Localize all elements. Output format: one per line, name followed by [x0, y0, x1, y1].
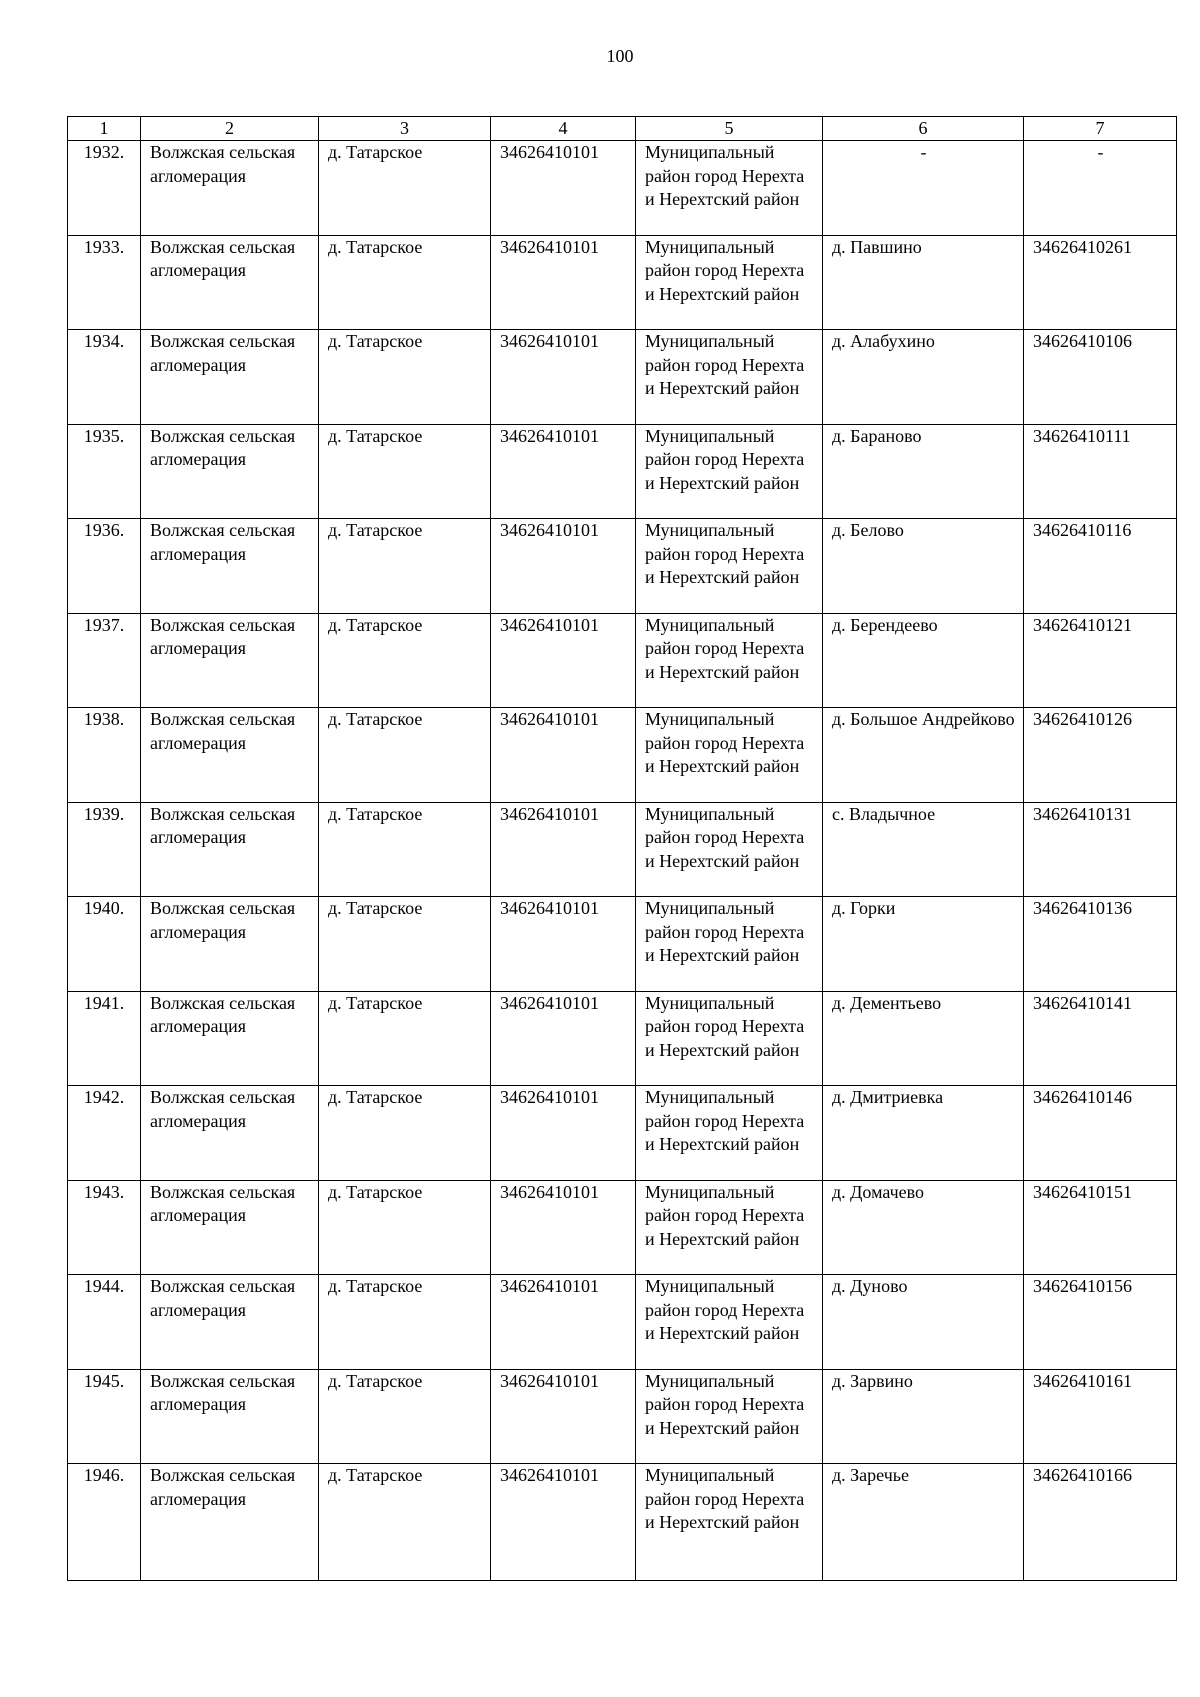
settlement-code-cell: 34626410106 [1024, 330, 1177, 425]
table-row [68, 141, 1177, 236]
column-header: 5 [636, 117, 823, 141]
settlement-cell: д. Павшино [823, 235, 1024, 330]
table-row [68, 708, 1177, 803]
row-number: 1932. [68, 141, 141, 236]
agglomeration-cell: Волжская сельская агломерация [141, 519, 319, 614]
municipality-cell: Муниципальный район город Нерехта и Нерехтский район [636, 991, 823, 1086]
column-header: 7 [1024, 117, 1177, 141]
municipality-cell: Муниципальный район город Нерехта и Нерехтский район [636, 1086, 823, 1181]
column-header: 3 [319, 117, 491, 141]
row-number: 1940. [68, 897, 141, 992]
center-cell: д. Татарское [319, 1180, 491, 1275]
center-cell: д. Татарское [319, 235, 491, 330]
row-number: 1942. [68, 1086, 141, 1181]
center-code-cell: 34626410101 [491, 1369, 636, 1464]
table-row [68, 1464, 1177, 1581]
center-code-cell: 34626410101 [491, 519, 636, 614]
row-number: 1945. [68, 1369, 141, 1464]
center-code-cell: 34626410101 [491, 802, 636, 897]
settlement-cell: д. Дуново [823, 1275, 1024, 1370]
center-cell: д. Татарское [319, 141, 491, 236]
center-cell: д. Татарское [319, 802, 491, 897]
row-number: 1941. [68, 991, 141, 1086]
agglomeration-cell: Волжская сельская агломерация [141, 802, 319, 897]
agglomeration-cell: Волжская сельская агломерация [141, 1086, 319, 1181]
settlement-cell: д. Зарвино [823, 1369, 1024, 1464]
settlement-cell: д. Дементьево [823, 991, 1024, 1086]
municipality-cell: Муниципальный район город Нерехта и Нерехтский район [636, 141, 823, 236]
center-code-cell: 34626410101 [491, 235, 636, 330]
table-row [68, 1369, 1177, 1464]
center-code-cell: 34626410101 [491, 613, 636, 708]
agglomeration-cell: Волжская сельская агломерация [141, 708, 319, 803]
row-number: 1935. [68, 424, 141, 519]
table-row [68, 613, 1177, 708]
municipality-cell: Муниципальный район город Нерехта и Нерехтский район [636, 1464, 823, 1581]
municipality-cell: Муниципальный район город Нерехта и Нерехтский район [636, 424, 823, 519]
table-row [68, 897, 1177, 992]
settlement-code-cell: - [1024, 141, 1177, 236]
table-row [68, 1180, 1177, 1275]
municipality-cell: Муниципальный район город Нерехта и Нерехтский район [636, 1369, 823, 1464]
municipality-cell: Муниципальный район город Нерехта и Нерехтский район [636, 1180, 823, 1275]
row-number: 1946. [68, 1464, 141, 1581]
municipality-cell: Муниципальный район город Нерехта и Нерехтский район [636, 330, 823, 425]
municipality-cell: Муниципальный район город Нерехта и Нерехтский район [636, 613, 823, 708]
agglomeration-cell: Волжская сельская агломерация [141, 424, 319, 519]
settlement-code-cell: 34626410146 [1024, 1086, 1177, 1181]
settlement-cell: д. Горки [823, 897, 1024, 992]
row-number: 1944. [68, 1275, 141, 1370]
center-code-cell: 34626410101 [491, 1464, 636, 1581]
table-row [68, 802, 1177, 897]
agglomeration-cell: Волжская сельская агломерация [141, 235, 319, 330]
agglomeration-cell: Волжская сельская агломерация [141, 330, 319, 425]
center-code-cell: 34626410101 [491, 991, 636, 1086]
row-number: 1933. [68, 235, 141, 330]
center-code-cell: 34626410101 [491, 897, 636, 992]
settlement-code-cell: 34626410116 [1024, 519, 1177, 614]
center-cell: д. Татарское [319, 991, 491, 1086]
settlements-table [67, 116, 1177, 1581]
municipality-cell: Муниципальный район город Нерехта и Нерехтский район [636, 802, 823, 897]
settlement-code-cell: 34626410121 [1024, 613, 1177, 708]
settlement-cell: - [823, 141, 1024, 236]
settlement-code-cell: 34626410136 [1024, 897, 1177, 992]
agglomeration-cell: Волжская сельская агломерация [141, 141, 319, 236]
column-header: 4 [491, 117, 636, 141]
settlement-cell: д. Берендеево [823, 613, 1024, 708]
table-row [68, 424, 1177, 519]
center-cell: д. Татарское [319, 424, 491, 519]
settlement-cell: д. Дмитриевка [823, 1086, 1024, 1181]
municipality-cell: Муниципальный район город Нерехта и Нерехтский район [636, 708, 823, 803]
settlement-code-cell: 34626410166 [1024, 1464, 1177, 1581]
settlement-code-cell: 34626410111 [1024, 424, 1177, 519]
row-number: 1939. [68, 802, 141, 897]
table-header [68, 117, 1177, 141]
column-header: 1 [68, 117, 141, 141]
center-code-cell: 34626410101 [491, 1275, 636, 1370]
settlement-cell: д. Большое Андрейково [823, 708, 1024, 803]
table-row [68, 330, 1177, 425]
agglomeration-cell: Волжская сельская агломерация [141, 613, 319, 708]
table-row [68, 519, 1177, 614]
page-number: 100 [606, 46, 634, 66]
center-code-cell: 34626410101 [491, 330, 636, 425]
row-number: 1937. [68, 613, 141, 708]
agglomeration-cell: Волжская сельская агломерация [141, 1464, 319, 1581]
table-row [68, 991, 1177, 1086]
settlement-cell: д. Домачево [823, 1180, 1024, 1275]
settlement-cell: д. Белово [823, 519, 1024, 614]
settlement-code-cell: 34626410151 [1024, 1180, 1177, 1275]
center-code-cell: 34626410101 [491, 708, 636, 803]
column-header: 6 [823, 117, 1024, 141]
center-cell: д. Татарское [319, 330, 491, 425]
settlement-code-cell: 34626410131 [1024, 802, 1177, 897]
row-number: 1936. [68, 519, 141, 614]
settlement-code-cell: 34626410161 [1024, 1369, 1177, 1464]
row-number: 1934. [68, 330, 141, 425]
center-code-cell: 34626410101 [491, 141, 636, 236]
table-row [68, 1086, 1177, 1181]
municipality-cell: Муниципальный район город Нерехта и Нерехтский район [636, 235, 823, 330]
settlement-cell: д. Бараново [823, 424, 1024, 519]
row-number: 1943. [68, 1180, 141, 1275]
center-cell: д. Татарское [319, 1369, 491, 1464]
center-code-cell: 34626410101 [491, 1180, 636, 1275]
settlement-cell: д. Заречье [823, 1464, 1024, 1581]
column-header: 2 [141, 117, 319, 141]
agglomeration-cell: Волжская сельская агломерация [141, 1180, 319, 1275]
center-cell: д. Татарское [319, 1464, 491, 1581]
row-number: 1938. [68, 708, 141, 803]
settlement-cell: д. Алабухино [823, 330, 1024, 425]
center-code-cell: 34626410101 [491, 424, 636, 519]
table-row [68, 235, 1177, 330]
center-cell: д. Татарское [319, 1086, 491, 1181]
settlement-cell: с. Владычное [823, 802, 1024, 897]
center-code-cell: 34626410101 [491, 1086, 636, 1181]
settlement-code-cell: 34626410156 [1024, 1275, 1177, 1370]
settlement-code-cell: 34626410261 [1024, 235, 1177, 330]
agglomeration-cell: Волжская сельская агломерация [141, 1369, 319, 1464]
agglomeration-cell: Волжская сельская агломерация [141, 1275, 319, 1370]
table-row [68, 1275, 1177, 1370]
center-cell: д. Татарское [319, 613, 491, 708]
settlement-code-cell: 34626410126 [1024, 708, 1177, 803]
header-row [68, 117, 1177, 141]
municipality-cell: Муниципальный район город Нерехта и Нерехтский район [636, 897, 823, 992]
table-body [68, 141, 1177, 1581]
agglomeration-cell: Волжская сельская агломерация [141, 897, 319, 992]
municipality-cell: Муниципальный район город Нерехта и Нерехтский район [636, 1275, 823, 1370]
agglomeration-cell: Волжская сельская агломерация [141, 991, 319, 1086]
center-cell: д. Татарское [319, 708, 491, 803]
center-cell: д. Татарское [319, 897, 491, 992]
settlement-code-cell: 34626410141 [1024, 991, 1177, 1086]
center-cell: д. Татарское [319, 519, 491, 614]
municipality-cell: Муниципальный район город Нерехта и Нерехтский район [636, 519, 823, 614]
center-cell: д. Татарское [319, 1275, 491, 1370]
